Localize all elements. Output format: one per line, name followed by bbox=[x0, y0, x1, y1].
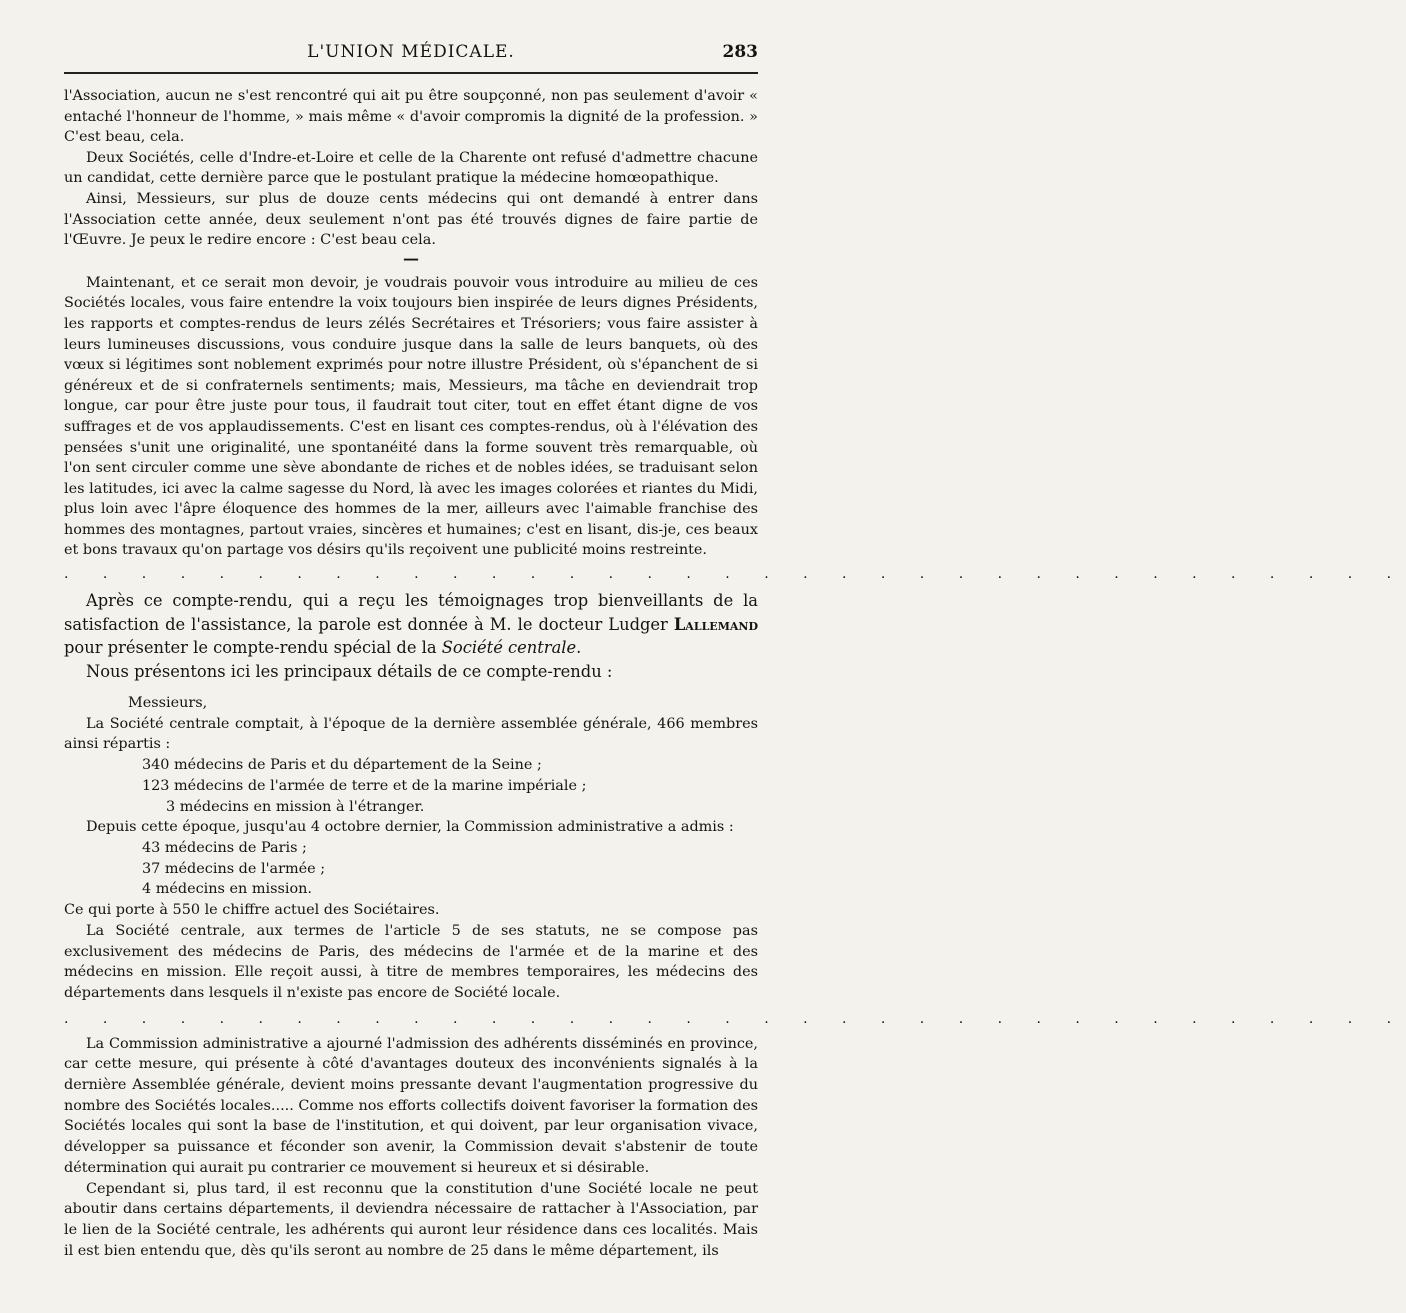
paragraph: Maintenant, et ce serait mon devoir, je voudrais pouvoir vous introduire au milieu de ces Sociétés locales, vous faire entendre la voix toujours bien inspirée de leurs dignes Présidents, les rapports et comptes-rendus de leurs zélés Secrétaires et Trésoriers; vous faire assister à leurs lumineuses discussions, vous conduire jusque dans la salle de leurs banquets, où des vœux si légitimes sont noblement exprimés pour notre illustre Président, où s'épanchent de si généreux et de si confraternels sentiments; mais, Messieurs, ma tâche en deviendrait trop longue, car pour être juste pour tous, il faudrait tout citer, tout en effet étant digne de vos suffrages et de vos applaudissements. C'est en lisant ces comptes-rendus, où à l'élévation des pensées s'unit une originalité, une spontanéité dans la forme souvent très remarquable, où l'on sent circuler comme une sève abondante de riches et de nobles idées, se traduisant selon les latitudes, ici avec la calme sagesse du Nord, là avec les images colorées et riantes du Midi, plus loin avec l'âpre éloquence des hommes de la mer, ailleurs avec l'aimable franchise des hommes des montagnes, partout vraies, sincères et humaines; c'est en lisant, dis-je, ces beaux et bons travaux qu'on partage vos désirs qu'ils reçoivent une publicité moins restreinte. bbox=[64, 274, 758, 559]
paragraph: La Société centrale comptait, à l'époque de la dernière assemblée générale, 466 membres ainsi répartis : bbox=[64, 715, 758, 753]
paragraph bbox=[64, 589, 758, 660]
page-body bbox=[64, 86, 1406, 1261]
header-rule bbox=[64, 72, 758, 74]
paragraph: La Commission administrative a ajourné l'admission des adhérents disséminés en province, car cette mesure, qui présente à côté d'avantages douteux des inconvénients signalés à la dernière Assemblée générale, devient moins pressante devant l'augmentation progressive du nombre des Sociétés locales..... Comme nos efforts collectifs doivent favoriser la formation des Sociétés locales qui sont la base de l'institution, et qui doivent, par leur organisation vivace, développer sa puissance et féconder son avenir, la Commission devait s'abstenir de toute détermination qui aurait pu contrarier ce mouvement si heureux et si désirable. bbox=[64, 1035, 758, 1176]
paragraph: La Société centrale, aux termes de l'article 5 de ses statuts, ne se compose pas exclusivement des médecins de Paris, des médecins de l'armée et de la marine et des médecins en mission. Elle reçoit aussi, à titre de membres temporaires, les médecins des départements dans lesquels il n'existe pas encore de Société locale. bbox=[64, 922, 758, 1001]
salutation: Messieurs, bbox=[128, 695, 208, 712]
report-section bbox=[64, 86, 758, 561]
page-number: 283 bbox=[722, 42, 758, 62]
text-span: pour présenter le compte-rendu spécial de la bbox=[64, 638, 442, 658]
running-header bbox=[64, 40, 758, 70]
list-item: 37 médecins de l'armée ; bbox=[142, 860, 326, 877]
text-span: . bbox=[576, 638, 582, 658]
list-item: 123 médecins de l'armée de terre et de la marine impériale ; bbox=[142, 777, 587, 794]
section-separator: — bbox=[403, 248, 419, 268]
list-item: 43 médecins de Paris ; bbox=[142, 839, 307, 856]
paragraph: l'Association, aucun ne s'est rencontré qui ait pu être soupçonné, non pas seulement d'avoir « entaché l'honneur de l'homme, » mais même « d'avoir compromis la dignité de la profession. » C'est beau, cela. bbox=[64, 88, 758, 146]
list-item: 3 médecins en mission à l'étranger. bbox=[166, 798, 425, 815]
journal-title: L'UNION MÉDICALE. bbox=[307, 42, 515, 62]
ellipsis-row: . . . . . . . . . . . . . . . . . . . . . . . . . . . . . . . . . . . bbox=[64, 566, 1406, 583]
ellipsis-row: . . . . . . . . . . . . . . . . . . . . . . . . . . . . . . . . . . . bbox=[64, 1010, 1406, 1027]
paragraph: Nous présentons ici les principaux détails de ce compte-rendu : bbox=[86, 661, 613, 681]
list-item: 340 médecins de Paris et du département de la Seine ; bbox=[142, 757, 542, 774]
person-name: Lallemand bbox=[673, 614, 758, 634]
text-span: Après ce compte-rendu, qui a reçu les témoignages trop bienveillants de la satisfaction de l'assistance, la parole est donnée à M. le docteur Ludger bbox=[64, 591, 758, 634]
paragraph: Ce qui porte à 550 le chiffre actuel des Sociétaires. bbox=[64, 902, 440, 919]
central-society-report bbox=[64, 693, 1406, 1261]
paragraph: Depuis cette époque, jusqu'au 4 octobre dernier, la Commission administrative a admis : bbox=[86, 819, 734, 836]
paragraph: Deux Sociétés, celle d'Indre-et-Loire et celle de la Charente ont refusé d'admettre chacune un candidat, cette dernière parce que le postulant pratique la médecine homœopathique. bbox=[64, 149, 758, 187]
society-name: Société centrale bbox=[441, 638, 577, 658]
paragraph: Cependant si, plus tard, il est reconnu que la constitution d'une Société locale ne peut aboutir dans certains départements, il deviendra nécessaire de rattacher à l'Association, par le lien de la Société centrale, les adhérents qui auront leur résidence dans ces localités. Mais il est bien entendu que, dès qu'ils seront au nombre de 25 dans le même département, ils bbox=[64, 1180, 758, 1259]
paragraph: Ainsi, Messieurs, sur plus de douze cents médecins qui ont demandé à entrer dans l'Association cette année, deux seulement n'ont pas été trouvés dignes de faire partie de l'Œuvre. Je peux le redire encore : C'est beau cela. bbox=[64, 190, 758, 249]
narrative-section bbox=[64, 589, 758, 683]
list-item: 4 médecins en mission. bbox=[142, 881, 312, 898]
